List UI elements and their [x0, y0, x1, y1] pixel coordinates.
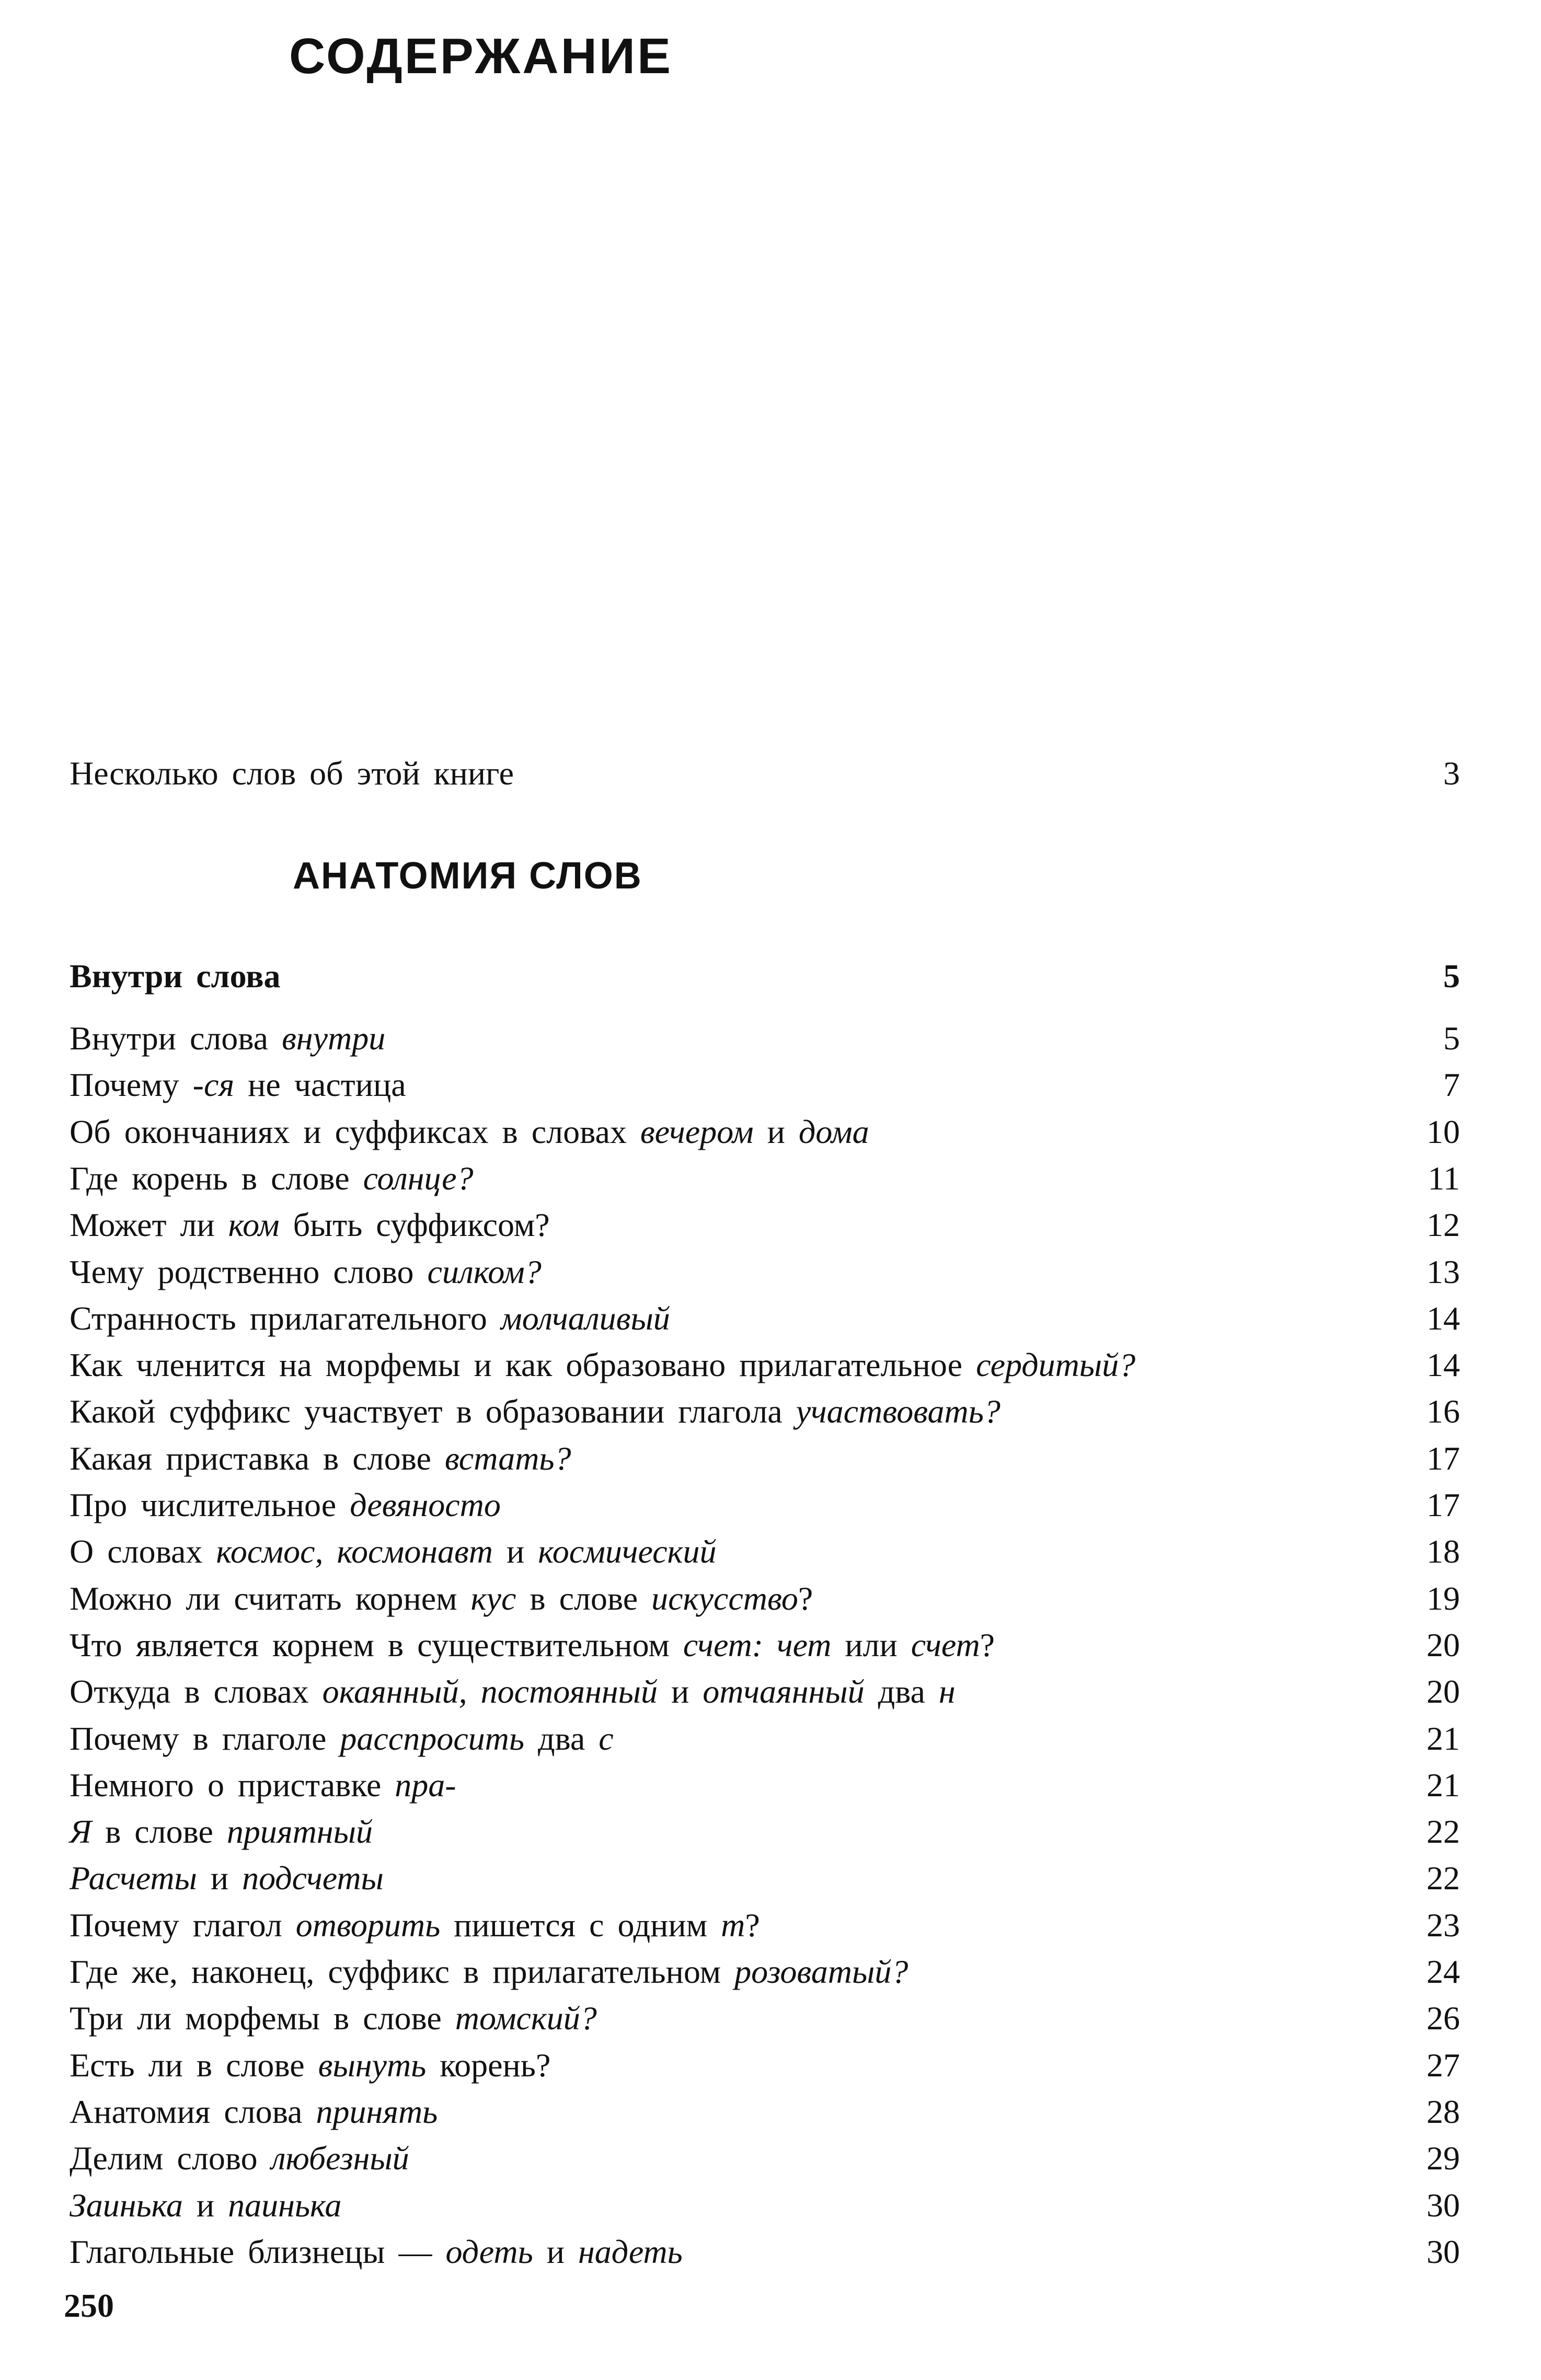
toc-entry-text: Почему в глаголе [70, 1720, 340, 1757]
toc-entry-text: Какая приставка в слове [70, 1440, 445, 1477]
toc-entry-page: 28 [1427, 2093, 1460, 2130]
toc-entry-page: 16 [1427, 1393, 1460, 1430]
toc-entry-title [70, 1395, 1000, 1428]
toc-entry-term: отворить [295, 1907, 441, 1944]
toc-entry-title [70, 1442, 571, 1475]
page-number: 250 [64, 2287, 114, 2324]
toc-entry-title [70, 2189, 341, 2222]
toc-entry-term: любезный [271, 2140, 409, 2177]
toc-entry-term: приятный [226, 1813, 373, 1850]
toc-entry-text: Какой суффикс участвует в образовании глагола [70, 1393, 796, 1430]
toc-entry-term: н [938, 1673, 956, 1710]
toc-entry-term: томский? [455, 2000, 597, 2037]
toc-entry-title [70, 1859, 384, 1897]
toc-entry-page: 3 [1443, 755, 1460, 792]
toc-entry-page: 5 [1443, 1020, 1460, 1057]
toc-entry-term: т [721, 1907, 745, 1944]
toc-entry-term: розоватый? [734, 1953, 908, 1990]
toc-entry-page: 21 [1427, 1766, 1460, 1804]
toc-entry-term: -ся [192, 1066, 235, 1103]
toc-entry-text: Странность прилагательного [70, 1300, 501, 1337]
toc-entry-page: 26 [1427, 2000, 1460, 2037]
toc-entry-title [70, 1302, 670, 1335]
toc-entry-title [70, 1815, 373, 1848]
toc-entry-title [70, 1582, 813, 1615]
toc-entry-text: Где же, наконец, суффикс в прилагательном [70, 1953, 735, 1990]
toc-entry-page: 18 [1427, 1533, 1460, 1570]
toc-entry-page: 17 [1427, 1440, 1460, 1477]
toc-entry-term: Заинька [70, 2187, 183, 2224]
toc-entry-title [70, 1022, 385, 1055]
toc-entry-text: и [753, 1113, 799, 1150]
toc-entry-page: 7 [1443, 1066, 1460, 1103]
toc-entry-page: 20 [1427, 1673, 1460, 1710]
toc-entry-term: окаянный, постоянный [322, 1673, 658, 1710]
toc-entry-title [70, 1488, 501, 1522]
toc-entry-page: 30 [1427, 2187, 1460, 2224]
toc-entry-title [70, 1068, 406, 1102]
toc-entry-title [70, 2049, 550, 2082]
toc-entry-text: не частица [234, 1066, 406, 1103]
toc-entry-text: Делим слово [70, 2140, 271, 2177]
toc-entry-page: 20 [1427, 1626, 1460, 1663]
toc-entry-term: надеть [578, 2233, 683, 2270]
toc-entry-text: и [533, 2233, 578, 2270]
toc-entry-text: быть суффиксом? [279, 1206, 550, 1243]
toc-entry-text: в слове [91, 1813, 227, 1850]
toc-entry-page: 21 [1427, 1720, 1460, 1757]
toc-entry-term: внутри [282, 1020, 386, 1057]
toc-entry-text: Что является корнем в существительном [70, 1626, 683, 1663]
toc-entry-term: кус [470, 1580, 516, 1617]
toc-entry-page: 27 [1427, 2047, 1460, 2084]
toc-entry-text: два [864, 1673, 939, 1710]
toc-entry-page: 10 [1427, 1113, 1460, 1150]
toc-entry-title [70, 2095, 438, 2129]
toc-entry-text: и [182, 2187, 228, 2224]
toc-entry-term: принять [316, 2093, 438, 2130]
toc-entry-page: 13 [1427, 1253, 1460, 1290]
toc-entry-text: Может ли [70, 1206, 228, 1243]
toc-entry-text: Немного о приставке [70, 1766, 395, 1804]
page-title: СОДЕРЖАНИЕ [289, 28, 673, 84]
toc-entry-text: и [493, 1533, 538, 1570]
toc-entry-page: 14 [1427, 1300, 1460, 1337]
toc-entry-text: Анатомия слова [70, 2093, 316, 2130]
toc-entry-term: отчаянный [703, 1673, 865, 1710]
toc-entry-term: расспросить [340, 1720, 524, 1757]
toc-entry-text: ? [798, 1580, 813, 1617]
toc-entry-title [70, 2142, 409, 2175]
toc-entry-text: в слове [516, 1580, 652, 1617]
toc-entry-term: подсчеты [242, 1859, 384, 1897]
toc-entry-page: 19 [1427, 1580, 1460, 1617]
toc-entry-page: 11 [1428, 1160, 1460, 1197]
toc-entry-term: счет: чет [683, 1626, 832, 1663]
toc-subsection-page: 5 [1443, 957, 1460, 995]
toc-entry-term: с [599, 1720, 614, 1757]
toc-entry-term: дома [798, 1113, 869, 1150]
toc-entry-page: 23 [1427, 1907, 1460, 1944]
toc-entry-page: 17 [1427, 1486, 1460, 1523]
toc-entry-text: Почему глагол [70, 1907, 296, 1944]
toc-entry-text: Три ли морфемы в слове [70, 2000, 455, 2037]
toc-entry-term: космический [538, 1533, 717, 1570]
toc-entry-title: Несколько слов об этой книге [70, 755, 514, 792]
toc-entry-page: 24 [1427, 1953, 1460, 1990]
section-title: АНАТОМИЯ СЛОВ [293, 855, 642, 897]
toc-entry-text: Есть ли в слове [70, 2047, 318, 2084]
toc-entry-text: Про числительное [70, 1486, 350, 1523]
toc-entry-title [70, 1535, 716, 1568]
toc-entry-page: 14 [1427, 1346, 1460, 1383]
toc-entry-title [70, 1255, 542, 1289]
toc-entry-text: Внутри слова [70, 1020, 282, 1057]
toc-entry-term: Я [70, 1813, 92, 1850]
toc-entry-page: 22 [1427, 1813, 1460, 1850]
toc-entry-title [70, 1909, 760, 1942]
toc-entry-term: искусство [651, 1580, 798, 1617]
toc-entry-title [70, 1162, 474, 1195]
toc-entry-term: космос, космонавт [216, 1533, 493, 1570]
toc-entry-text: Как членится на морфемы и как образовано прилагательное [70, 1346, 976, 1383]
toc-entry-term: солнце? [363, 1160, 474, 1197]
toc-entry-term: одеть [445, 2233, 533, 2270]
toc-entry-title [70, 1348, 1135, 1382]
toc-subsection-title: Внутри слова [70, 957, 281, 995]
toc-entry-term: молчаливый [500, 1300, 670, 1337]
toc-entry-text: два [524, 1720, 599, 1757]
toc-entry-text: О словах [70, 1533, 216, 1570]
toc-entry-title [70, 1115, 869, 1149]
toc-entry-title [70, 1722, 614, 1755]
toc-entry-text: Откуда в словах [70, 1673, 323, 1710]
toc-entry-term: пра- [395, 1766, 456, 1804]
toc-entry-text: Об окончаниях и суффиксах в словах [70, 1113, 640, 1150]
toc-entry-title [70, 1675, 956, 1708]
toc-entry-text: Где корень в слове [70, 1160, 363, 1197]
toc-entry-term: счет [911, 1626, 980, 1663]
toc-entry-term: силком? [427, 1253, 542, 1290]
toc-entry-page: 12 [1427, 1206, 1460, 1243]
toc-entry-term: девяносто [350, 1486, 501, 1523]
toc-entry-text: Чему родственно слово [70, 1253, 428, 1290]
toc-entry-page: 22 [1427, 1859, 1460, 1897]
toc-entry-title [70, 1955, 908, 1989]
toc-entry-term: вынуть [318, 2047, 427, 2084]
toc-entry-title [70, 1628, 995, 1662]
toc-entry-text: и [197, 1859, 243, 1897]
toc-entry-text: Глагольные близнецы — [70, 2233, 446, 2270]
toc-entry-text: или [831, 1626, 911, 1663]
toc-entry-term: участвовать? [796, 1393, 1000, 1430]
toc-entry-text: ? [745, 1907, 760, 1944]
toc-entry-term: Расчеты [70, 1859, 197, 1897]
toc-entry-page: 29 [1427, 2140, 1460, 2177]
toc-entry-term: ком [228, 1206, 280, 1243]
toc-entry-title [70, 2235, 683, 2269]
toc-entry-title [70, 1766, 456, 1804]
toc-entry-term: встать? [444, 1440, 571, 1477]
toc-entry-text: и [657, 1673, 703, 1710]
toc-entry-text: Почему [70, 1066, 193, 1103]
toc-entry-title [70, 2002, 597, 2035]
toc-entry-term: сердитый? [976, 1346, 1136, 1383]
toc-entry-term: вечером [640, 1113, 754, 1150]
toc-entry-text: пишется с одним [440, 1907, 721, 1944]
toc-entry-page: 30 [1427, 2233, 1460, 2270]
toc-entry-term: паинька [228, 2187, 342, 2224]
toc-entry-text: Можно ли считать корнем [70, 1580, 471, 1617]
toc-entry-text: корень? [426, 2047, 551, 2084]
toc-entry-text: ? [980, 1626, 995, 1663]
toc-entry-title [70, 1208, 550, 1242]
